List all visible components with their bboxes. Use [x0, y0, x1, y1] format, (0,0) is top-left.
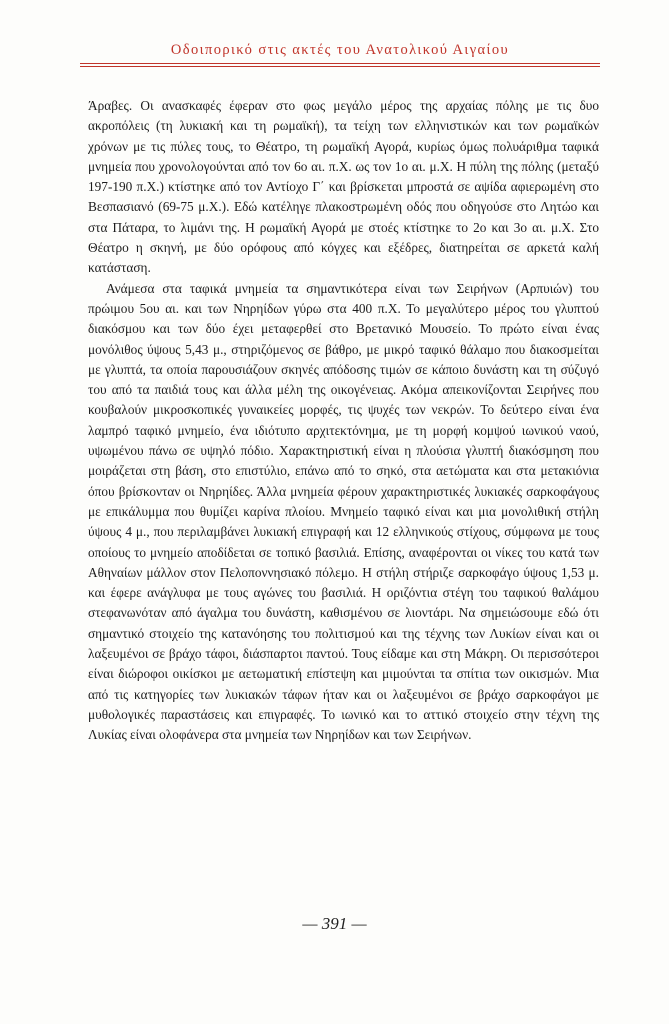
body-text [88, 96, 599, 746]
page-number: — 391 — [302, 914, 367, 933]
paragraph-2: Ανάμεσα στα ταφικά μνημεία τα σημαντικότερα είναι των Σειρήνων (Αρπυιών) του πρώιμου 5ου αι. και των Νηρηίδων γύρω στα 400 π.Χ. Το μεγαλύτερο μέρος του γλυπτού διακόσμου και των δύο έχει μεταφερθεί στο Βρετανικό Μουσείο. Το πρώτο είναι ένας μονόλιθος ύψους 5,43 μ., στηριζόμενος σε βάθρο, με μικρό ταφικό θάλαμο που διακοσμείται με γλυπτά, τα οποία παρουσιάζουν σκηνές απόδοσης τιμών σε κάποιο δυνάστη και τη σύζυγό του από τα παιδιά τους και άλλα μέλη της οικογένειας. Ακόμα απεικονίζονται Σειρήνες που κουβαλούν μικροσκοπικές γυναικείες μορφές, τις ψυχές των νεκρών. Το δεύτερο είναι ένα λαμπρό ταφικό μνημείο, ένα ιδιότυπο αρχιτεκτόνημα, με τη μορφή κομψού ιωνικού ναού, υψωμένου πάνω σε υψηλό πόδιο. Χαρακτηριστική είναι η πλούσια γλυπτή διακόσμηση που μοιράζεται στη βάση, στο επιστύλιο, επάνω από το σηκό, στα αετώματα και στα μετακιόνια όπου βρίσκονταν οι Νηρηίδες. Άλλα μνημεία φέρουν χαρακτηριστικές λυκιακές σαρκοφάγους με επικάλυμμα που θυμίζει καρίνα πλοίου. Μνημείο ταφικό είναι και μια μονολιθική στήλη ύψους 4 μ., που περιλαμβάνει λυκιακή επιγραφή και 12 ελληνικούς στίχους, σύμφωνα με τους οποίους το μνημείο αποδίδεται σε τοπικό βασιλιά. Επίσης, αναφέρονται οι νίκες του κατά των Αθηναίων μάλλον στον Πελοποννησιακό πόλεμο. Η στήλη στήριζε σαρκοφάγο ύψους 1,53 μ. και έφερε ανάγλυφα με τους αγώνες του βασιλιά. Η οριζόντια στέγη του ταφικού θαλάμου στεφανωνόταν από άγαλμα του δυνάστη, καθισμένου σε λιοντάρι. Να σημειώσουμε εδώ ότι σημαντικό στοιχείο της κατανόησης του πολιτισμού και της τέχνης των Λυκίων είναι και οι λαξευμένοι σε βράχο τάφοι, διάσπαρτοι παντού. Τους είδαμε και στη Μάκρη. Οι περισσότεροι είναι διώροφοι οικίσκοι με αετωματική επίστεψη και μιμούνται τα σπίτια των οικισμών. Μια από τις κατηγορίες των λυκιακών τάφων ήταν και οι λαξευμένοι σε βράχο σαρκοφάγοι με μυθολογικές παραστάσεις και επιγραφές. Το ιωνικό και το αττικό στοιχείο στην τέχνη της Λυκίας είναι ολοφάνερα στα μνημεία των Νηρηίδων και των Σειρήνων. [88, 280, 599, 743]
header-rule-bottom [80, 66, 600, 67]
header-rule-top [80, 63, 600, 64]
running-header-title: Οδοιπορικό στις ακτές του Ανατολικού Αιγαίου [170, 42, 510, 58]
paragraph-1: Άραβες. Οι ανασκαφές έφεραν στο φως μεγάλο μέρος της αρχαίας πόλης με τις δυο ακροπόλεις (τη λυκιακή και τη ρωμαϊκή), τα τείχη των ελληνιστικών και των ρωμαϊκών χρόνων με τις πύλες τους, το Θέατρο, τη ρωμαϊκή Αγορά, κυρίως όμως πολυάριθμα ταφικά μνημεία που χρονολογούνται από τον 6ο αι. π.Χ. ως τον 1ο αι. μ.Χ. Η πύλη της πόλης (μεταξύ 197-190 π.Χ.) κτίστηκε από τον Αντίοχο Γ΄ και βρίσκεται μπροστά σε αψίδα αφιερωμένη στο Βεσπασιανό (69-75 μ.Χ.). Εδώ κατέληγε πλακοστρωμένη οδός που οδηγούσε στο Λητώο και στα Πάταρα, το λιμάνι της. Η ρωμαϊκή Αγορά με στοές κτίστηκε το 2ο και 3ο αι. μ.Χ. Στο Θέατρο η σκηνή, με δύο ορόφους από κόγχες και εξέδρες, διατηρείται σε αρκετά καλή κατάσταση. [88, 98, 599, 276]
